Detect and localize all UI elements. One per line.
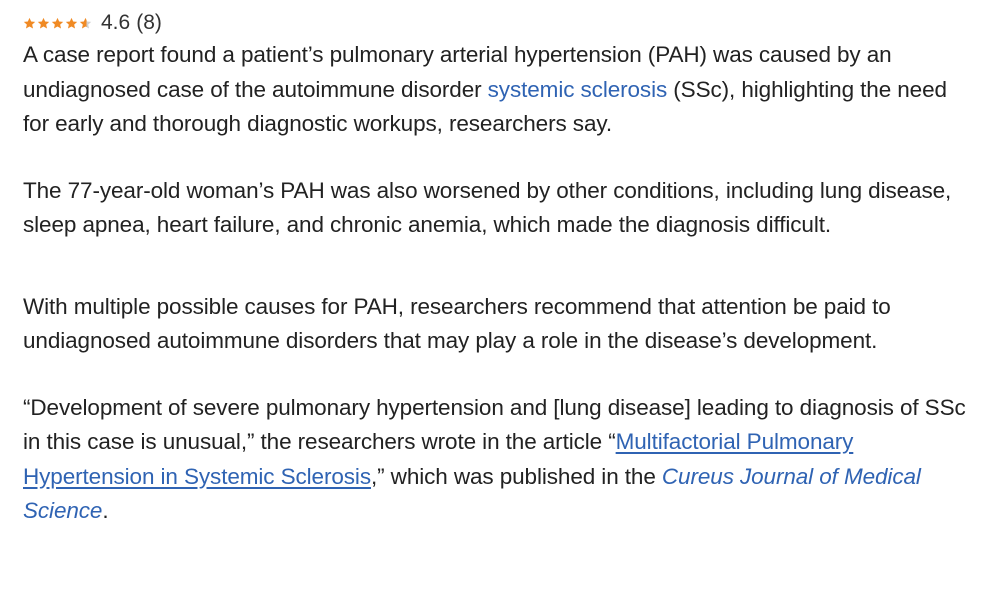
paragraph-text: . xyxy=(102,498,109,523)
link-journal[interactable]: Cureus Journal of Medical Science xyxy=(23,463,921,523)
paragraph-patient-conditions: The 77-year-old woman’s PAH was also worsened by other conditions, including lung disease, sleep apnea, heart failure, and chronic anemia, which made the diagnosis difficult. xyxy=(23,177,952,237)
link-systemic-sclerosis[interactable]: systemic sclerosis xyxy=(487,76,668,102)
star-icon xyxy=(37,17,50,30)
paragraph-recommendation: With multiple possible causes for PAH, researchers recommend that attention be paid to undiagnosed autoimmune disorders that may play a role in the disease’s development. xyxy=(23,293,891,353)
paragraph-text: A case report found a patient’s pulmonary arterial hypertension (PAH) was caused by an undiagnosed case of the autoimmune disorder xyxy=(23,42,892,102)
link-article-title[interactable]: Multifactorial Pulmonary Hypertension in Systemic Sclerosis xyxy=(23,429,854,489)
paragraph-case-report xyxy=(23,38,968,142)
paragraph-text: ,” which was published in the xyxy=(370,463,662,489)
paragraph-text: “Development of severe pulmonary hypertension and [lung disease] leading to diagnosis of SSc in this case is unusual,” the researchers wrote in the article “ xyxy=(23,394,966,454)
star-rating[interactable] xyxy=(23,17,93,30)
article-body xyxy=(23,8,968,529)
rating-value: 4.6 xyxy=(101,11,131,34)
rating-summary[interactable] xyxy=(23,8,968,38)
paragraph-text: (SSc), highlighting the need for early and thorough diagnostic workups, researchers say. xyxy=(23,76,947,136)
star-icon xyxy=(65,17,78,30)
star-icon xyxy=(23,17,36,30)
paragraph-quote xyxy=(23,391,968,529)
rating-count: (8) xyxy=(136,11,162,34)
star-icon xyxy=(51,17,64,30)
star-icon xyxy=(79,17,92,30)
